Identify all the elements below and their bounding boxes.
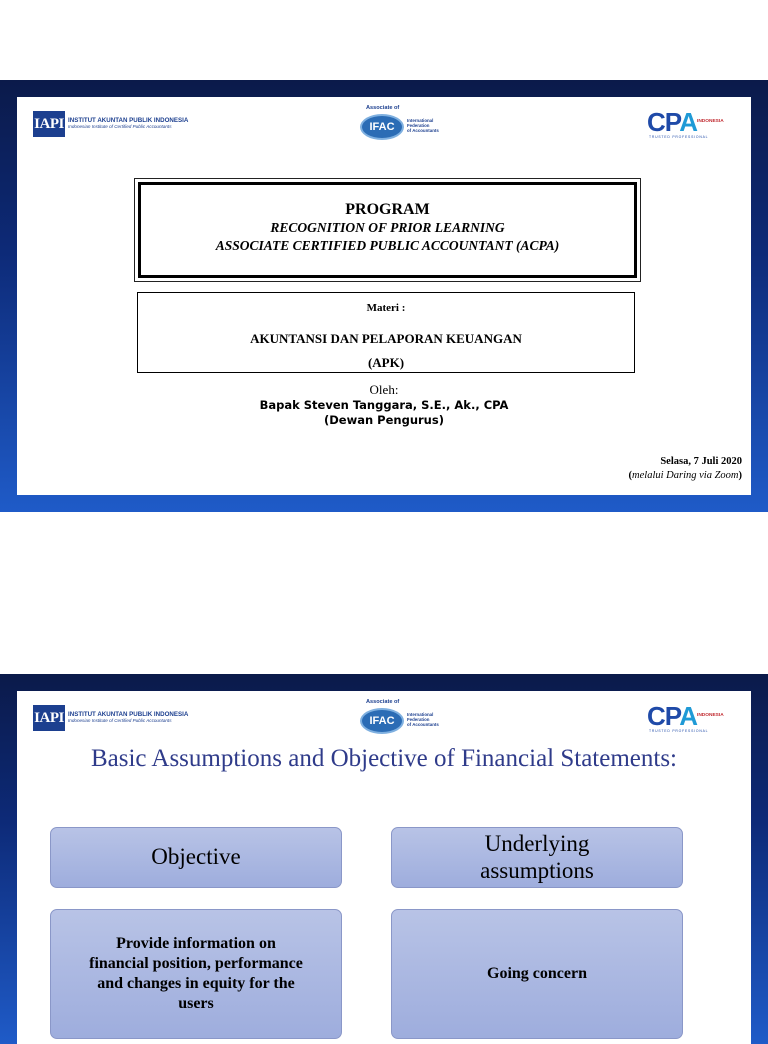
iapi-logo-mark: IAPI <box>33 111 65 137</box>
objective-header-card <box>50 827 342 888</box>
cpa-logo-country: INDONESIA <box>697 119 724 124</box>
assumptions-body-card <box>391 909 683 1039</box>
ifac-associate-text: Associate of <box>366 699 400 705</box>
objective-body-line: financial position, performance <box>89 955 303 972</box>
assumptions-header-line-1: Underlying <box>484 831 590 857</box>
event-venue: (melalui Daring via Zoom) <box>628 470 742 482</box>
objective-body-line: and changes in equity for the <box>97 975 295 992</box>
cpa-indonesia-logo <box>647 109 733 139</box>
iapi-logo-name: INSTITUT AKUNTAN PUBLIK INDONESIA <box>68 117 189 125</box>
program-box <box>134 178 641 282</box>
cpa-indonesia-logo <box>647 703 733 733</box>
iapi-logo <box>33 704 188 732</box>
slide-canvas <box>17 97 751 495</box>
cpa-logo-tagline: TRUSTED PROFESSIONAL <box>649 729 709 733</box>
program-line-1: RECOGNITION OF PRIOR LEARNING <box>270 220 505 235</box>
objective-body-line: Provide information on <box>116 935 276 952</box>
materi-label: Materi : <box>366 302 406 314</box>
slide-heading: Basic Assumptions and Objective of Financial Statements: <box>90 745 678 772</box>
assumptions-body-text: Going concern <box>487 965 587 982</box>
cpa-logo-mark: CPA <box>647 701 697 731</box>
objective-header-text: Objective <box>151 844 241 870</box>
ifac-logo-mark: IFAC <box>360 114 404 140</box>
objective-body-card <box>50 909 342 1039</box>
cpa-logo-country: INDONESIA <box>697 713 724 718</box>
materi-code: (APK) <box>367 355 405 370</box>
program-line-2: ASSOCIATE CERTIFIED PUBLIC ACCOUNTANT (ACPA) <box>215 238 560 254</box>
assumptions-header-line-2: assumptions <box>480 857 594 883</box>
cpa-logo-mark: CPA <box>647 107 697 137</box>
iapi-logo <box>33 110 188 138</box>
iapi-logo-subname: Indonesian Institute of Certified Public Accountants <box>68 124 172 130</box>
materi-box <box>137 292 635 373</box>
iapi-logo-mark: IAPI <box>33 705 65 731</box>
title-slide <box>0 80 768 512</box>
ifac-associate-text: Associate of <box>366 105 400 111</box>
date-venue-block <box>629 455 742 483</box>
presenter-role: (Dewan Pengurus) <box>324 412 444 427</box>
assumptions-header-card <box>391 827 683 888</box>
oleh-label: Oleh: <box>369 382 399 397</box>
cpa-logo-tagline: TRUSTED PROFESSIONAL <box>649 135 709 139</box>
content-slide <box>0 674 768 1044</box>
ifac-logo <box>360 105 456 147</box>
program-title: PROGRAM <box>345 201 430 218</box>
objective-body-line: users <box>178 995 214 1012</box>
ifac-side-text: International Federation of Accountants <box>407 712 439 728</box>
iapi-logo-name: INSTITUT AKUNTAN PUBLIK INDONESIA <box>68 711 189 719</box>
presenter-name: Bapak Steven Tanggara, S.E., Ak., CPA <box>259 398 509 413</box>
materi-title: AKUNTANSI DAN PELAPORAN KEUANGAN <box>250 331 522 346</box>
ifac-side-text: International Federation of Accountants <box>407 118 439 134</box>
iapi-logo-subname: Indonesian Institute of Certified Public Accountants <box>68 718 172 724</box>
event-date: Selasa, 7 Juli 2020 <box>660 456 742 467</box>
presenter-block <box>17 382 751 427</box>
ifac-logo-mark: IFAC <box>360 708 404 734</box>
ifac-logo <box>360 699 456 741</box>
